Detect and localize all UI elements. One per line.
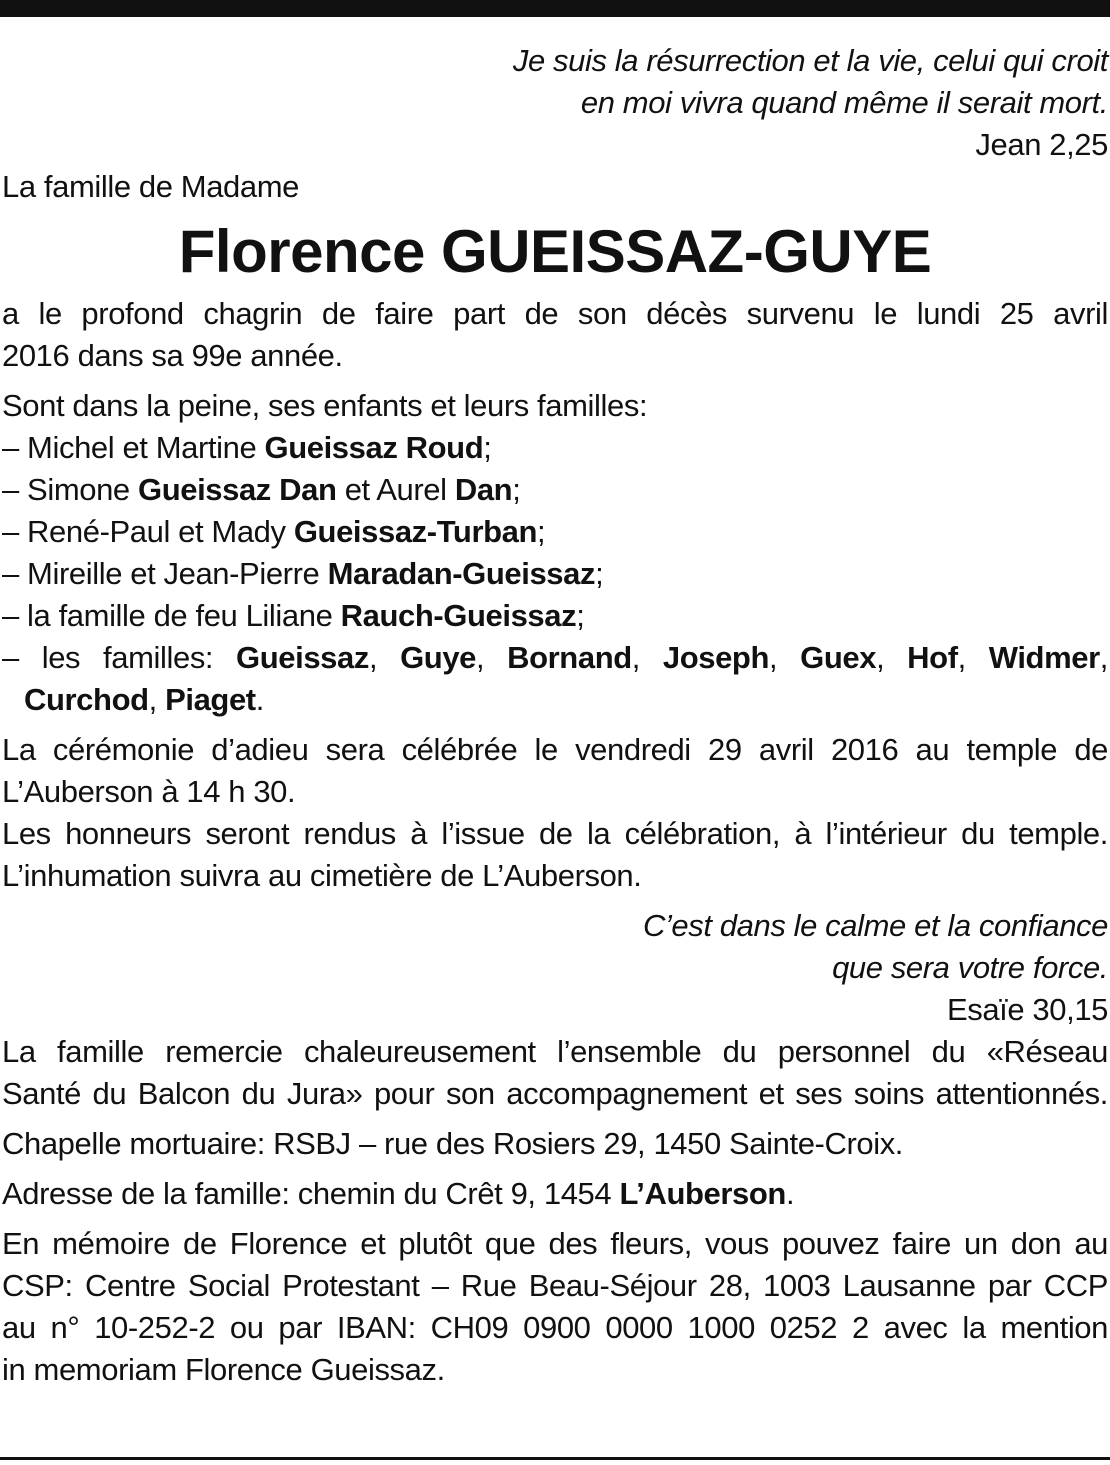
punctuation: , — [876, 640, 908, 675]
punctuation: ; — [512, 472, 521, 507]
ceremony-line: Les honneurs seront rendus à l’issue de la célébration, à l’intérieur du temple. — [2, 816, 1108, 851]
mourner-item — [2, 427, 1108, 469]
punctuation: , — [1099, 640, 1108, 675]
mourner-surname: Rauch-Gueissaz — [340, 598, 577, 633]
announcement-line: 2016 dans sa 99e année. — [2, 338, 343, 373]
families-line — [2, 637, 1108, 679]
mourner-connector: et Aurel — [336, 472, 455, 507]
family-name: Hof — [907, 640, 958, 675]
mourner-surname: Gueissaz-Turban — [293, 514, 538, 549]
mourner-prefix: – René-Paul et Mady — [2, 514, 294, 549]
bottom-rule — [0, 1457, 1110, 1460]
family-address — [2, 1173, 1108, 1215]
families-line-continued — [2, 679, 1108, 721]
intro-text: La famille de Madame — [2, 169, 299, 204]
punctuation: , — [148, 682, 166, 717]
punctuation: , — [957, 640, 989, 675]
punctuation: , — [631, 640, 663, 675]
thanks-line: Santé du Balcon du Jura» pour son accompagnement et ses soins attentionnés. — [2, 1076, 1108, 1111]
punctuation: ; — [576, 598, 585, 633]
family-name: Guye — [400, 640, 477, 675]
donation-line: CSP: Centre Social Protestant – Rue Beau-Séjour 28, 1003 Lausanne par CCP — [2, 1268, 1108, 1303]
announcement-paragraph — [2, 293, 1108, 377]
family-name: Gueissaz — [236, 640, 369, 675]
punctuation: , — [476, 640, 508, 675]
donation-paragraph — [2, 1223, 1108, 1391]
quote-line: C’est dans le calme et la confiance — [642, 908, 1108, 943]
mourner-prefix: – Mireille et Jean-Pierre — [2, 556, 328, 591]
ceremony-line: L’Auberson à 14 h 30. — [2, 774, 296, 809]
bible-quote-isaiah — [2, 905, 1108, 1031]
punctuation: , — [769, 640, 801, 675]
thanks-paragraph — [2, 1031, 1108, 1115]
family-name: Widmer — [988, 640, 1100, 675]
address-place: L’Auberson — [619, 1176, 786, 1211]
deceased-name: Florence GUEISSAZ-GUYE — [178, 218, 932, 285]
donation-line: in memoriam Florence Gueissaz. — [2, 1352, 445, 1387]
mourner-item — [2, 553, 1108, 595]
mourner-item — [2, 469, 1108, 511]
mourners-section — [2, 385, 1108, 721]
punctuation: , — [368, 640, 401, 675]
punctuation: . — [255, 682, 264, 717]
announcement-line: a le profond chagrin de faire part de son décès survenu le lundi 25 avril — [2, 296, 1108, 331]
thanks-line: La famille remercie chaleureusement l’ensemble du personnel du «Réseau — [2, 1034, 1108, 1069]
mourners-intro: Sont dans la peine, ses enfants et leurs familles: — [2, 388, 648, 423]
quote-reference: Jean 2,25 — [975, 127, 1108, 162]
donation-line: au n° 10-252-2 ou par IBAN: CH09 0900 0000 1000 0252 2 avec la mention — [2, 1310, 1108, 1345]
mourner-prefix: – Simone — [2, 472, 138, 507]
families-prefix: – les familles: — [2, 640, 237, 675]
family-name: Curchod — [24, 682, 149, 717]
family-name: Piaget — [165, 682, 256, 717]
mourner-surname: Gueissaz Roud — [264, 430, 484, 465]
mourner-item — [2, 595, 1108, 637]
punctuation: ; — [537, 514, 546, 549]
chapel-info: Chapelle mortuaire: RSBJ – rue des Rosiers 29, 1450 Sainte-Croix. — [2, 1126, 904, 1161]
address-text: Adresse de la famille: chemin du Crêt 9, 1454 — [2, 1176, 620, 1211]
mourner-surname: Gueissaz Dan — [137, 472, 337, 507]
quote-reference: Esaïe 30,15 — [946, 992, 1108, 1027]
punctuation: . — [785, 1176, 795, 1211]
mourner-item — [2, 511, 1108, 553]
ceremony-paragraph — [2, 729, 1108, 897]
mourner-surname: Maradan-Gueissaz — [327, 556, 596, 591]
quote-line: en moi vivra quand même il serait mort. — [580, 85, 1108, 120]
punctuation: ; — [483, 430, 492, 465]
mourner-surname: Dan — [454, 472, 513, 507]
mourner-prefix: – Michel et Martine — [2, 430, 265, 465]
ceremony-line: La cérémonie d’adieu sera célébrée le vendredi 29 avril 2016 au temple de — [2, 732, 1108, 767]
quote-line: Je suis la résurrection et la vie, celui qui croit — [512, 43, 1108, 78]
family-name: Guex — [800, 640, 877, 675]
ceremony-line: L’inhumation suivra au cimetière de L’Auberson. — [2, 858, 642, 893]
bible-quote-john — [2, 40, 1108, 166]
quote-line: que sera votre force. — [832, 950, 1108, 985]
punctuation: ; — [595, 556, 604, 591]
mourner-prefix: – la famille de feu Liliane — [2, 598, 341, 633]
top-rule — [0, 0, 1110, 17]
family-name: Bornand — [507, 640, 632, 675]
obituary-notice — [2, 40, 1108, 1391]
family-name: Joseph — [662, 640, 770, 675]
donation-line: En mémoire de Florence et plutôt que des fleurs, vous pouvez faire un don au — [2, 1226, 1108, 1261]
